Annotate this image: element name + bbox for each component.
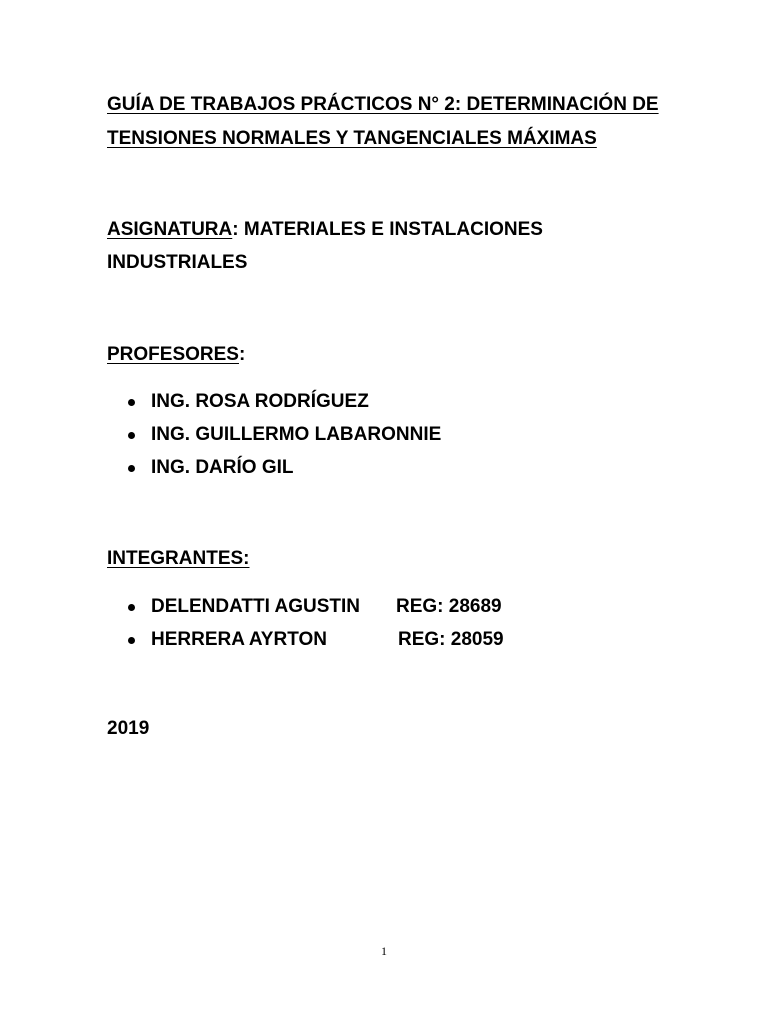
professor-name: ING. GUILLERMO LABARONNIE	[151, 424, 442, 445]
title-line-2: TENSIONES NORMALES Y TANGENCIALES MÁXIMAS	[107, 128, 597, 149]
title-line-1: GUÍA DE TRABAJOS PRÁCTICOS N° 2: DETERMINACIÓN DE	[107, 94, 659, 115]
professors-separator: :	[238, 344, 246, 365]
bullet-icon	[128, 465, 135, 472]
subject-label: ASIGNATURA	[107, 219, 233, 240]
members-heading: INTEGRANTES:	[107, 548, 250, 569]
member-reg: REG: 28059	[398, 629, 504, 650]
page-number: 1	[381, 944, 387, 958]
member-reg: REG: 28689	[396, 596, 502, 617]
subject-line	[107, 219, 543, 241]
professor-name: ING. ROSA RODRÍGUEZ	[151, 391, 369, 412]
subject-value-line-1: MATERIALES E INSTALACIONES	[238, 219, 543, 240]
bullet-icon	[128, 604, 135, 611]
subject-value-line-2: INDUSTRIALES	[107, 252, 248, 273]
member-name: HERRERA AYRTON	[151, 629, 327, 650]
professors-heading	[107, 344, 245, 366]
bullet-icon	[128, 432, 135, 439]
subject-separator: :	[232, 219, 239, 240]
year: 2019	[107, 718, 150, 739]
member-name: DELENDATTI AGUSTIN	[151, 596, 360, 617]
bullet-icon	[128, 637, 135, 644]
professor-name: ING. DARÍO GIL	[151, 457, 294, 478]
bullet-icon	[128, 399, 135, 406]
professors-label: PROFESORES	[107, 344, 239, 365]
